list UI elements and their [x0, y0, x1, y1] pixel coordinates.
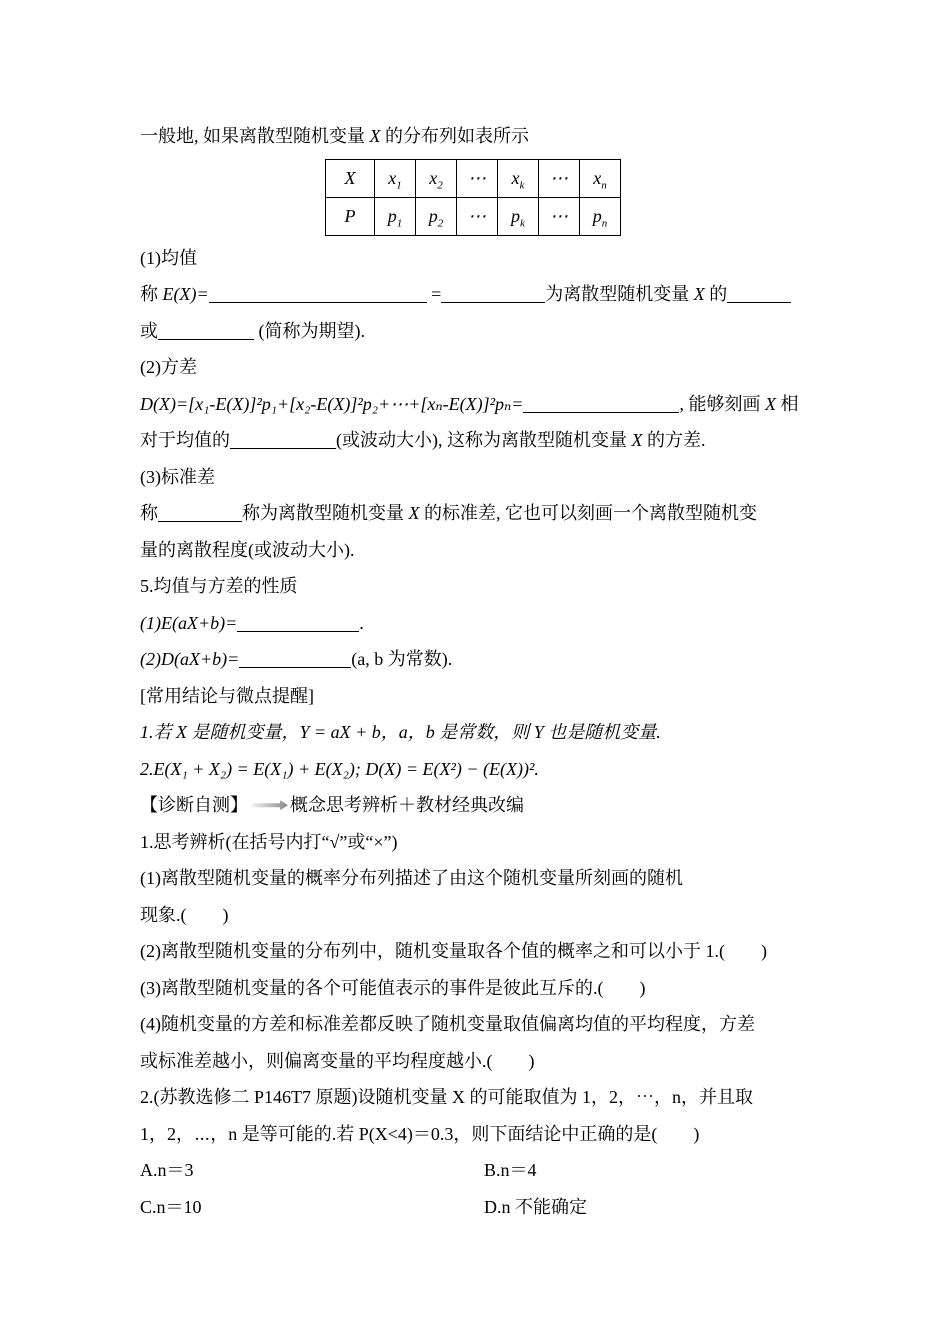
- std-definition-cont: 量的离散程度(或波动大小).: [140, 539, 355, 560]
- intro-tail: 的分布列如表所示: [385, 126, 529, 146]
- table-cell: $p_2$: [416, 197, 457, 235]
- table-cell: P: [326, 197, 375, 235]
- question-item: (1)离散型随机变量的概率分布列描述了由这个随机变量所刻画的随机: [140, 868, 683, 888]
- question-item: (2)离散型随机变量的分布列中，随机变量取各个值的概率之和可以小于 1.( ): [140, 941, 767, 961]
- option-a[interactable]: A.n＝3: [140, 1160, 194, 1180]
- option-d[interactable]: D.n 不能确定: [484, 1196, 587, 1217]
- question-item-cont: 现象.( ): [140, 904, 229, 925]
- variance-formula: D(X)=[x₁-E(X)]²p₁+[x₂-E(X)]²p₂+⋯+[xₙ-E(X)]²pₙ= , 能够刻画 X 相: [140, 393, 799, 414]
- fill-blank: [523, 392, 679, 413]
- diagnosis-title: 【诊断自测】: [140, 795, 248, 815]
- property-mean: (1)E(aX+b)= .: [140, 612, 364, 633]
- intro-line: [140, 118, 812, 155]
- intro-text: 一般地, 如果离散型随机变量: [140, 126, 365, 146]
- table-cell: $x_2$: [416, 159, 457, 197]
- table-cell: $p_1$: [375, 197, 416, 235]
- mean-definition: 称 E(X)= = 为离散型随机变量 X 的: [140, 276, 812, 313]
- table-cell: $x_n$: [580, 159, 621, 197]
- intro-var: X: [369, 126, 381, 146]
- remark-1: 1.若 X 是随机变量，Y = aX + b，a，b 是常数，则 Y 也是随机变量.: [140, 722, 661, 742]
- table-cell: ⋯: [457, 197, 498, 235]
- std-definition: 称 称为离散型随机变量 X 的标准差, 它也可以刻画一个离散型随机变: [140, 503, 757, 523]
- table-cell: ⋯: [539, 197, 580, 235]
- table-cell: X: [326, 159, 375, 197]
- diagnosis-header: [140, 787, 524, 824]
- options-row: [140, 1189, 812, 1226]
- fill-blank: [158, 501, 242, 522]
- fill-blank: [158, 319, 254, 340]
- question-2-cont: 1，2，⋯，n 是等可能的.若 P(X<4)＝0.3，则下面结论中正确的是( ): [140, 1123, 700, 1144]
- section-title: (1)均值: [140, 247, 197, 268]
- diagnosis-subtitle: 概念思考辨析＋教材经典改编: [290, 795, 524, 815]
- fill-blank: [237, 611, 359, 632]
- section-title: (3)标准差: [140, 466, 215, 487]
- question-item: (4)随机变量的方差和标准差都反映了随机变量取值偏离均值的平均程度，方差: [140, 1014, 755, 1034]
- fill-blank: [239, 647, 351, 668]
- fill-blank: [230, 428, 336, 449]
- section-title: (2)方差: [140, 357, 197, 377]
- remark-title: [常用结论与微点提醒]: [140, 685, 314, 706]
- distribution-table: [325, 159, 621, 236]
- table-row: [326, 197, 621, 235]
- option-c[interactable]: C.n＝10: [140, 1196, 202, 1217]
- question-item-cont: 或标准差越小，则偏离变量的平均程度越小.( ): [140, 1050, 535, 1071]
- remark-2: 2.E(X₁ + X₂) = E(X₁) + E(X₂); D(X) = E(X²) − (E(X))².: [140, 758, 539, 779]
- fill-blank: [727, 282, 791, 303]
- fill-blank: [209, 282, 427, 303]
- question-2: 2.(苏教选修二 P146T7 原题)设随机变量 X 的可能取值为 1，2，⋯，n，并且取: [140, 1087, 753, 1107]
- variance-formula-cont: 对于均值的 (或波动大小), 这称为离散型随机变量 X 的方差.: [140, 430, 706, 450]
- section-title: 5.均值与方差的性质: [140, 576, 298, 596]
- arrow-icon: [252, 800, 288, 810]
- options-row: [140, 1152, 812, 1189]
- table-cell: $p_n$: [580, 197, 621, 235]
- mean-definition-cont: 或 (简称为期望).: [140, 320, 365, 341]
- table-cell: ⋯: [539, 159, 580, 197]
- document-page: [140, 118, 812, 1225]
- table-cell: $x_1$: [375, 159, 416, 197]
- question-title: 1.思考辨析(在括号内打“√”或“×”): [140, 831, 398, 852]
- table-row: [326, 159, 621, 197]
- fill-blank: [441, 282, 545, 303]
- question-item: (3)离散型随机变量的各个可能值表示的事件是彼此互斥的.( ): [140, 977, 646, 998]
- table-cell: ⋯: [457, 159, 498, 197]
- property-variance: (2)D(aX+b)= (a, b 为常数).: [140, 649, 453, 669]
- option-b[interactable]: B.n＝4: [484, 1160, 537, 1180]
- table-cell: $x_k$: [498, 159, 539, 197]
- table-cell: $p_k$: [498, 197, 539, 235]
